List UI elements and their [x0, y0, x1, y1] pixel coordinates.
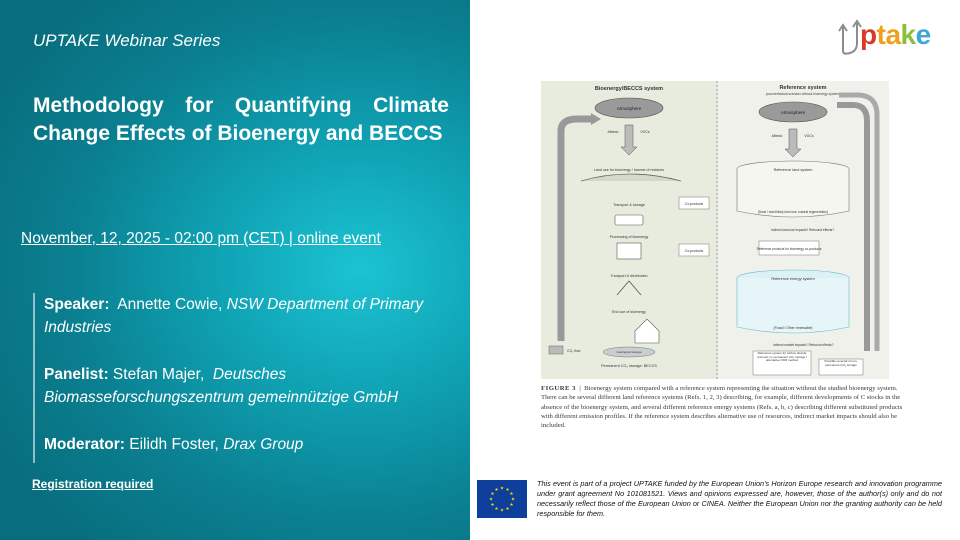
geo-storage-label: Geological storage	[616, 350, 642, 354]
land-use-label: Land use for bioenergy / harvest of residues	[593, 168, 665, 172]
transport-distribution-label: Transport & distribution	[610, 274, 648, 278]
truck-icon	[615, 215, 643, 225]
series-title: UPTAKE Webinar Series	[33, 31, 221, 50]
eu-flag-icon	[477, 480, 527, 518]
end-use-label: End use of bioenergy	[612, 310, 646, 314]
logo-letter-t: t	[876, 19, 886, 50]
bioenergy-figure	[541, 81, 889, 379]
albedo-left: Albedo	[607, 130, 619, 134]
logo-letter-p: p	[860, 19, 877, 50]
coproducts-label-1: Co-products	[684, 202, 704, 206]
registration-link[interactable]: Registration required	[32, 477, 154, 491]
people-list	[33, 293, 463, 463]
reference-energy-label: Reference energy system	[771, 277, 815, 281]
vocs-left: VOCs	[640, 130, 650, 134]
atmosphere-left-label: Atmosphere	[616, 106, 642, 111]
co2-flow-legend-icon	[549, 346, 563, 354]
left-title: Bioenergy/BECCS system	[594, 86, 664, 92]
logo-letter-k: k	[900, 19, 916, 50]
eu-disclaimer: This event is part of a project UPTAKE funded by the European Union's Horizon Europe research and innovation programme under grant agreement No 101081521. Views and opinions expressed are, however, those of the author(s) only and do not necessarily reflect those of the European Union or CINEA. Neither the European Union nor the granting authority can be held responsible for them.	[537, 479, 942, 518]
promo-panel	[0, 0, 470, 540]
reversal-wrap	[820, 360, 862, 374]
transport-storage-label: Transport & storage	[613, 203, 645, 207]
moderator-role: Moderator:	[44, 436, 125, 453]
speaker-role: Speaker:	[44, 296, 110, 313]
right-subtitle: (counterfactual scenario without bioenergy system)	[765, 92, 841, 96]
reversal-label: Possible reversal of non-permanent CO₂ storage	[824, 360, 858, 367]
permanent-storage-label: Permanent CO₂ storage: BECCS	[601, 364, 657, 368]
indirect-market-label: Indirect market impacts? Rebound effects?	[773, 343, 834, 347]
webinar-title: Methodology for Quantifying Climate Change Effects of Bioenergy and BECCS	[33, 94, 449, 145]
caption-text: Bioenergy system compared with a reference system representing the situation without the studied bioenergy system. There can be several different land reference systems (Refs. 1, 2, 3) describing, for example, different developments of C stocks in the absence of the bioenergy system, and several different reference energy systems (Refs. a, b, c) describing different substituted products with different emission profiles. If the reference system describes alternative use of resources, indirect market impacts should also be included.	[541, 385, 903, 430]
reference-land-note: (Most / most likely land use, natural regeneration)	[758, 210, 828, 214]
right-title: Reference system	[779, 85, 827, 91]
moderator-org: Drax Group	[223, 436, 304, 453]
vocs-right: VOCs	[804, 134, 814, 138]
processing-label: Processing of bioenergy	[609, 235, 649, 239]
panelist-name: Stefan Majer,	[112, 366, 205, 383]
speaker-org: NSW Department of Primary Industries	[44, 296, 424, 336]
reference-removal-label: Reference system for carbon dioxide removal: no permanent CO₂ storage / alternative CDR method	[757, 352, 807, 363]
factory-icon	[617, 243, 641, 259]
co2-flow-label: CO₂ flow	[567, 349, 581, 353]
reference-removal-wrap	[754, 352, 810, 374]
reference-products-label: Reference products for bioenergy co-products	[756, 247, 822, 251]
logo-wordmark	[860, 19, 931, 51]
eu-flag-field	[477, 480, 527, 518]
figure-caption: FIGURE 3 | Bioenergy system compared with a reference system representing the situation without the studied bioenergy system. There can be several different land reference systems (Refs. 1, 2, 3) describing, for example, different developments of C stocks in the absence of the bioenergy system, and several different reference energy systems (Refs. a, b, c) describing different substituted products with different emission profiles. If the reference system describes alternative use of resources, indirect market impacts should also be included.	[541, 385, 903, 430]
albedo-right: Albedo	[771, 134, 783, 138]
logo-letter-e: e	[915, 19, 931, 50]
panelist-entry	[44, 363, 463, 409]
logo-letter-a: a	[885, 19, 901, 50]
reference-land-label: Reference land system	[773, 168, 813, 172]
caption-label: FIGURE 3	[541, 385, 577, 392]
panelist-org: Deutsches Biomasseforschungszentrum gemeinnützige GmbH	[44, 366, 399, 406]
energy-cylinder-body	[737, 278, 849, 333]
date-link[interactable]: November, 12, 2025 - 02:00 pm (CET) | online event	[21, 230, 381, 247]
fossil-renewable-label: (Fossil / Other renewable)	[773, 326, 813, 330]
speaker-entry	[44, 293, 463, 339]
atmosphere-right-label: Atmosphere	[780, 110, 806, 115]
indirect-land-label: Indirect land-use impacts? Rebound effects?	[771, 228, 835, 232]
uptake-logo	[838, 15, 938, 55]
panelist-role: Panelist:	[44, 366, 109, 383]
moderator-name: Eilidh Foster,	[129, 436, 219, 453]
moderator-entry	[44, 433, 463, 456]
coproducts-label-2: Co-products	[684, 249, 704, 253]
speaker-name: Annette Cowie,	[117, 296, 223, 313]
